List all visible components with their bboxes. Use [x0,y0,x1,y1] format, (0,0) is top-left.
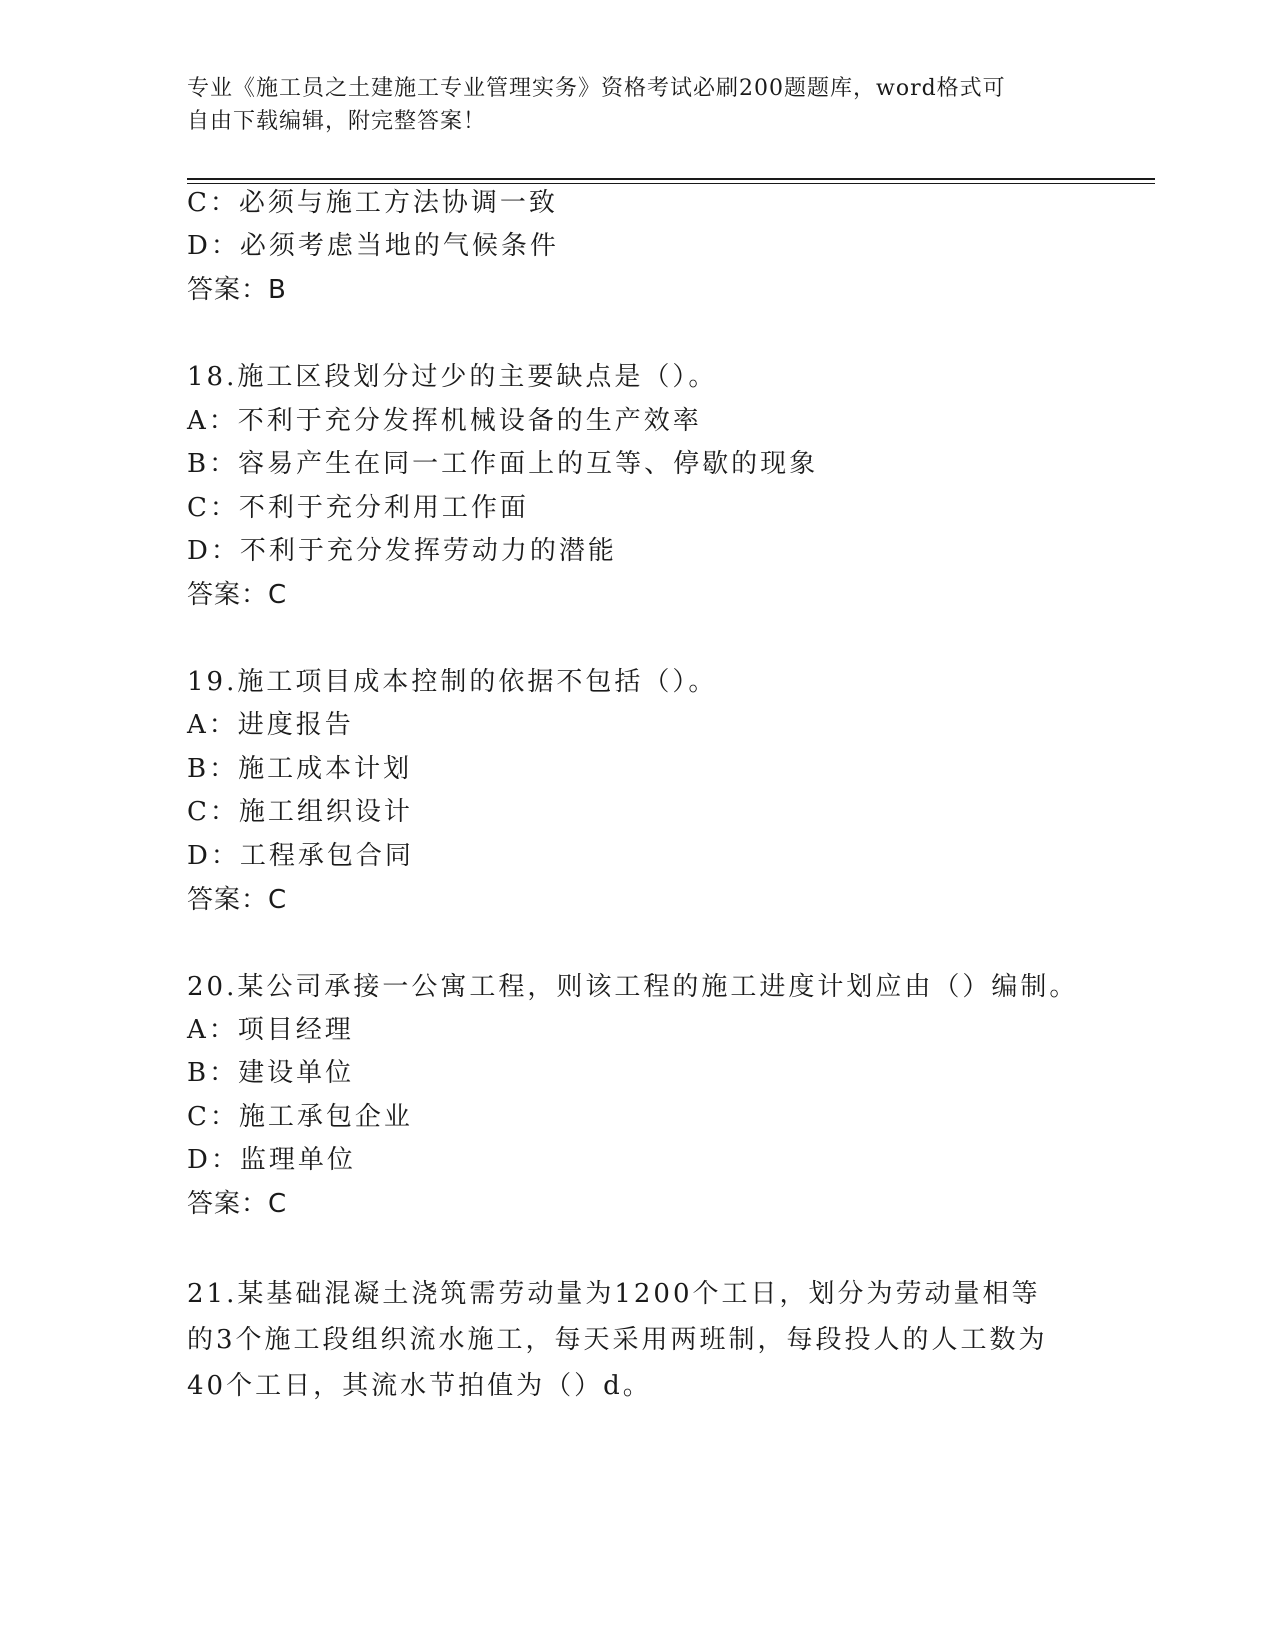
q21-question: 21.某基础混凝土浇筑需劳动量为1200个工日，划分为劳动量相等的3个施工段组织流水施工，每天采用两班制，每段投人的人工数为40个工日，其流水节拍值为（）d。 [187,1279,1048,1401]
q20-option-a: A：项目经理 [187,1015,354,1045]
q18-option-c: C：不利于充分利用工作面 [187,493,529,523]
q19-option-b: B：施工成本计划 [187,754,413,784]
q20-option-b: B：建设单位 [187,1058,355,1088]
q20-question: 20.某公司承接一公寓工程，则该工程的施工进度计划应由（）编制。 [187,972,1079,1002]
header-divider-thick [187,178,1155,180]
q18-question: 18.施工区段划分过少的主要缺点是（）。 [187,362,718,392]
q20-option-c: C：施工承包企业 [187,1102,413,1132]
header-divider-thin [187,183,1155,184]
header-line-1: 专业《施工员之土建施工专业管理实务》资格考试必刷200题题库，word格式可 [187,76,1006,101]
q17-answer: 答案：B [187,275,287,305]
q17-option-d: D：必须考虑当地的气候条件 [187,231,559,261]
document-header [187,72,1067,138]
q19-answer: 答案：C [187,885,288,915]
q18-option-b: B：容易产生在同一工作面上的互等、停歇的现象 [187,449,819,479]
q19-question: 19.施工项目成本控制的依据不包括（）。 [187,667,718,697]
q19-option-d: D：工程承包合同 [187,841,414,871]
q17-option-c: C：必须与施工方法协调一致 [187,188,558,218]
q18-option-a: A：不利于充分发挥机械设备的生产效率 [187,406,702,436]
q19-option-a: A：进度报告 [187,710,354,740]
q19-option-c: C：施工组织设计 [187,797,413,827]
q18-answer: 答案：C [187,580,288,610]
q18-option-d: D：不利于充分发挥劳动力的潜能 [187,536,617,566]
q20-answer: 答案：C [187,1189,288,1219]
q20-option-d: D：监理单位 [187,1145,356,1175]
header-line-2: 自由下载编辑，附完整答案！ [187,109,487,134]
